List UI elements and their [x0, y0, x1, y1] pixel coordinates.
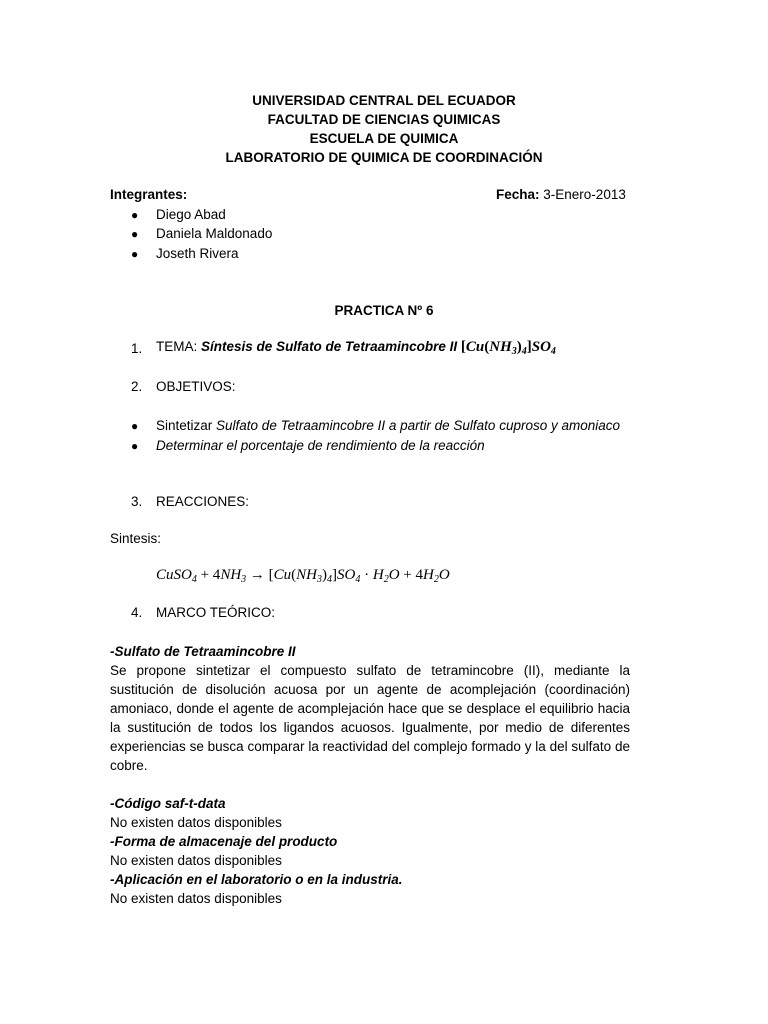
member-name: Joseth Rivera: [156, 246, 239, 261]
reacciones-label: REACCIONES:: [156, 494, 250, 509]
objective-text: Sulfato de Tetraamincobre II a partir de Sulfato cuproso y amoniaco: [216, 418, 621, 433]
university-name: UNIVERSIDAD CENTRAL DEL ECUADOR: [252, 93, 516, 108]
school-name: ESCUELA DE QUIMICA: [309, 131, 459, 146]
tema-formula-text: [0, 0, 1, 1]
bullet-icon: ●: [131, 247, 139, 261]
member-name: Daniela Maldonado: [156, 226, 273, 241]
paragraph-line: experiencias se busca comparar la reactividad del complejo formado y la del sulfato de: [110, 739, 630, 754]
date-label: Fecha:: [496, 187, 540, 202]
marco-label: MARCO TEÓRICO:: [156, 605, 276, 620]
objective-item: [156, 418, 620, 433]
bullet-icon: ●: [131, 208, 139, 222]
date-value: 3-Enero-2013: [543, 187, 626, 202]
objetivos-label: OBJETIVOS:: [156, 379, 236, 394]
practice-title: PRACTICA Nº 6: [334, 303, 434, 318]
section-number: 2.: [131, 379, 143, 394]
reaction-equation: CuSO$_4$ + $4NH_3 \to [Cu(NH_3)_4]SO_4 \cdot H_2O + 4H_2O$: [156, 567, 450, 585]
members-label: Integrantes:: [110, 187, 188, 202]
paragraph-line: sustitución de disolución acuosa por un agente de acomplejación (coordinación): [110, 682, 630, 697]
faculty-name: FACULTAD DE CIENCIAS QUIMICAS: [267, 112, 501, 127]
equation-text: [0, 0, 1, 1]
paragraph-line: la sustitución de todos los ligandos acuosos. Igualmente, por medio de diferentes: [110, 720, 630, 735]
tema-line: [156, 339, 556, 357]
subheading: -Forma de almacenaje del producto: [110, 834, 338, 849]
tema-formula: $[Cu(NH_3)_4]SO_4$: [460, 339, 556, 357]
section-number: 4.: [131, 605, 143, 620]
subheading: -Código saf-t-data: [110, 796, 226, 811]
laboratory-name: LABORATORIO DE QUIMICA DE COORDINACIÓN: [225, 150, 543, 165]
bullet-icon: ●: [131, 227, 139, 241]
subheading: -Sulfato de Tetraamincobre II: [110, 644, 296, 659]
paragraph-line: Se propone sintetizar el compuesto sulfato de tetramincobre (II), mediante la: [110, 663, 630, 678]
subheading: -Aplicación en el laboratorio o en la industria.: [110, 872, 403, 887]
section-number: 1.: [131, 341, 143, 356]
bullet-icon: ●: [131, 419, 139, 433]
tema-text: Síntesis de Sulfato de Tetraamincobre II: [201, 339, 458, 354]
section-number: 3.: [131, 494, 143, 509]
objective-item: Determinar el porcentaje de rendimiento de la reacción: [156, 438, 485, 453]
bullet-icon: ●: [131, 439, 139, 453]
tema-label: TEMA:: [156, 339, 198, 354]
member-name: Diego Abad: [156, 207, 226, 222]
paragraph-line: cobre.: [110, 758, 148, 773]
body-text: No existen datos disponibles: [110, 891, 282, 906]
body-text: No existen datos disponibles: [110, 853, 282, 868]
objective-verb: Sintetizar: [156, 418, 217, 433]
date-line: [496, 187, 626, 202]
synthesis-label: Sintesis:: [110, 531, 162, 546]
body-text: No existen datos disponibles: [110, 815, 282, 830]
paragraph-line: amoniaco, donde el agente de acomplejación hace que se desplace el equilibrio hacia: [110, 701, 630, 716]
